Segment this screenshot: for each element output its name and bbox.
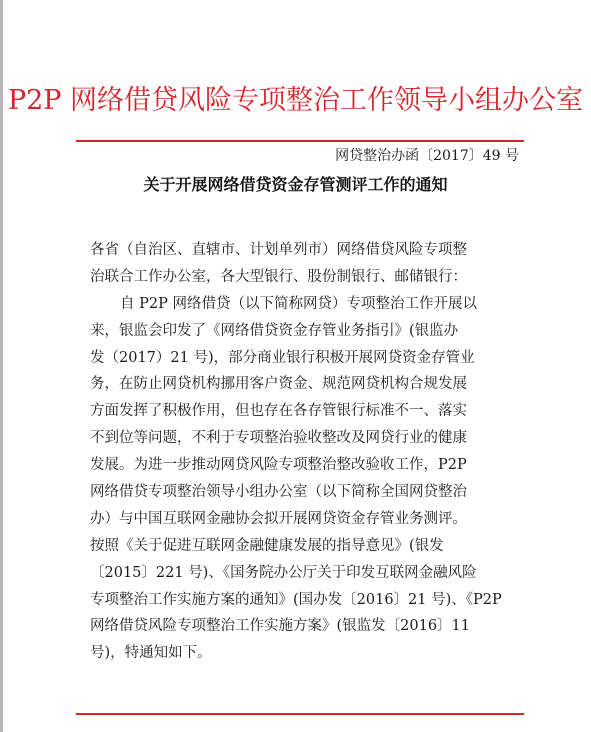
body-line: 办）与中国互联网金融协会拟开展网贷资金存管业务测评。 (90, 510, 467, 527)
body-line: 按照《关于促进互联网金融健康发展的指导意见》(银发 (90, 537, 444, 554)
body-line: 方面发挥了积极作用，但也存在各存管银行标准不一、落实 (90, 403, 467, 420)
body-line: 不到位等问题，不利于专项整治验收整改及网贷行业的健康 (90, 430, 467, 447)
body-line-addressee-cont: 治联合工作办公室，各大型银行、股份制银行、邮储银行： (90, 268, 467, 285)
header-red-rule (76, 140, 524, 142)
notice-title: 关于开展网络借贷资金存管测评工作的通知 (143, 175, 448, 194)
notice-body (90, 237, 520, 667)
org-header-title: P2P 网络借贷风险专项整治工作领导小组办公室 (7, 85, 584, 116)
body-line: 〔2015〕221 号)、《国务院办公厅关于印发互联网金融风险 (90, 564, 477, 581)
document-number: 网贷整治办函〔2017〕49 号 (335, 148, 519, 164)
body-line-addressee: 各省（自治区、直辖市、计划单列市）网络借贷风险专项整 (90, 242, 467, 258)
body-line: 自 P2P 网络借贷（以下简称网贷）专项整治工作开展以 (120, 295, 477, 312)
footer-red-rule (76, 713, 524, 715)
body-line: 号)，特通知如下。 (90, 645, 212, 662)
body-line: 网络借贷专项整治领导小组办公室（以下简称全国网贷整治 (90, 484, 467, 501)
body-line: 务，在防止网贷机构挪用客户资金、规范网贷机构合规发展 (90, 376, 467, 393)
body-line: 发展。为进一步推动网贷风险专项整治整改验收工作，P2P (90, 457, 467, 474)
body-line: 网络借贷风险专项整治工作实施方案》(银监发〔2016〕11 (90, 618, 471, 635)
body-line: 发（2017）21 号)，部分商业银行积极开展网贷资金存管业 (90, 349, 475, 366)
body-line: 来，银监会印发了《网络借贷资金存管业务指引》(银监办 (90, 322, 459, 339)
body-line: 专项整治工作实施方案的通知》(国办发〔2016〕21 号)、《P2P (90, 591, 502, 608)
